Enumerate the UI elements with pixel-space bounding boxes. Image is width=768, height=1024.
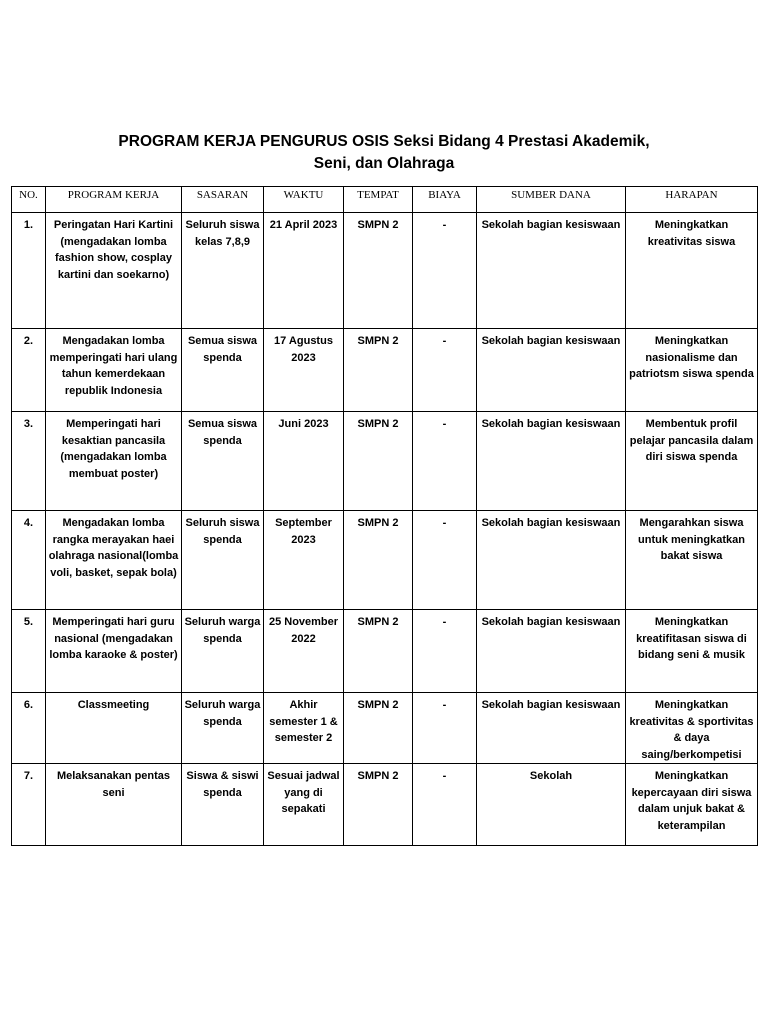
cell-tempat: SMPN 2 xyxy=(344,511,413,610)
cell-harapan: Meningkatkan kreativitas siswa xyxy=(626,213,758,329)
cell-sasaran: Semua siswa spenda xyxy=(182,412,264,511)
cell-no: 3. xyxy=(12,412,46,511)
cell-sumber-dana: Sekolah bagian kesiswaan xyxy=(477,412,626,511)
cell-program: Memperingati hari guru nasional (mengadakan lomba karaoke & poster) xyxy=(46,610,182,693)
table-header-row xyxy=(12,187,758,213)
table-row xyxy=(12,329,758,412)
cell-sasaran: Siswa & siswi spenda xyxy=(182,764,264,846)
cell-sumber-dana: Sekolah xyxy=(477,764,626,846)
cell-biaya: - xyxy=(413,693,477,764)
cell-waktu: 25 November 2022 xyxy=(264,610,344,693)
cell-harapan: Meningkatkan kreativitas & sportivitas & daya saing/berkompetisi xyxy=(626,693,758,764)
cell-program: Classmeeting xyxy=(46,693,182,764)
cell-biaya: - xyxy=(413,412,477,511)
table-row xyxy=(12,764,758,846)
cell-waktu: 17 Agustus 2023 xyxy=(264,329,344,412)
cell-no: 2. xyxy=(12,329,46,412)
title-line-1: PROGRAM KERJA PENGURUS OSIS Seksi Bidang 4 Prestasi Akademik, xyxy=(118,133,650,150)
cell-sumber-dana: Sekolah bagian kesiswaan xyxy=(477,693,626,764)
table-row xyxy=(12,693,758,764)
cell-tempat: SMPN 2 xyxy=(344,412,413,511)
cell-sasaran: Semua siswa spenda xyxy=(182,329,264,412)
cell-sumber-dana: Sekolah bagian kesiswaan xyxy=(477,610,626,693)
table-row xyxy=(12,213,758,329)
cell-harapan: Meningkatkan kepercayaan diri siswa dalam unjuk bakat & keterampilan xyxy=(626,764,758,846)
cell-waktu: Akhir semester 1 & semester 2 xyxy=(264,693,344,764)
cell-waktu: Sesuai jadwal yang di sepakati xyxy=(264,764,344,846)
cell-biaya: - xyxy=(413,329,477,412)
cell-biaya: - xyxy=(413,764,477,846)
cell-harapan: Mengarahkan siswa untuk meningkatkan bakat siswa xyxy=(626,511,758,610)
cell-biaya: - xyxy=(413,213,477,329)
cell-no: 1. xyxy=(12,213,46,329)
cell-sumber-dana: Sekolah bagian kesiswaan xyxy=(477,329,626,412)
cell-waktu: 21 April 2023 xyxy=(264,213,344,329)
cell-no: 7. xyxy=(12,764,46,846)
title-line-2: Seni, dan Olahraga xyxy=(313,155,455,172)
cell-program: Melaksanakan pentas seni xyxy=(46,764,182,846)
cell-waktu: September 2023 xyxy=(264,511,344,610)
table-row xyxy=(12,511,758,610)
cell-harapan: Membentuk profil pelajar pancasila dalam diri siswa spenda xyxy=(626,412,758,511)
header-waktu: WAKTU xyxy=(264,187,344,213)
header-no: NO. xyxy=(12,187,46,213)
cell-harapan: Meningkatkan nasionalisme dan patriotsm siswa spenda xyxy=(626,329,758,412)
header-sumber-dana: SUMBER DANA xyxy=(477,187,626,213)
cell-harapan: Meningkatkan kreatifitasan siswa di bidang seni & musik xyxy=(626,610,758,693)
document-title xyxy=(0,131,768,175)
table-row xyxy=(12,610,758,693)
cell-waktu: Juni 2023 xyxy=(264,412,344,511)
cell-sumber-dana: Sekolah bagian kesiswaan xyxy=(477,213,626,329)
cell-biaya: - xyxy=(413,511,477,610)
cell-tempat: SMPN 2 xyxy=(344,693,413,764)
cell-no: 6. xyxy=(12,693,46,764)
header-program-kerja: PROGRAM KERJA xyxy=(46,187,182,213)
header-harapan: HARAPAN xyxy=(626,187,758,213)
header-tempat: TEMPAT xyxy=(344,187,413,213)
cell-tempat: SMPN 2 xyxy=(344,610,413,693)
table-row xyxy=(12,412,758,511)
cell-tempat: SMPN 2 xyxy=(344,213,413,329)
cell-program: Mengadakan lomba memperingati hari ulang tahun kemerdekaan republik Indonesia xyxy=(46,329,182,412)
cell-program: Memperingati hari kesaktian pancasila (mengadakan lomba membuat poster) xyxy=(46,412,182,511)
header-sasaran: SASARAN xyxy=(182,187,264,213)
cell-sasaran: Seluruh siswa kelas 7,8,9 xyxy=(182,213,264,329)
cell-tempat: SMPN 2 xyxy=(344,329,413,412)
cell-tempat: SMPN 2 xyxy=(344,764,413,846)
cell-no: 4. xyxy=(12,511,46,610)
cell-sumber-dana: Sekolah bagian kesiswaan xyxy=(477,511,626,610)
header-biaya: BIAYA xyxy=(413,187,477,213)
cell-sasaran: Seluruh siswa spenda xyxy=(182,511,264,610)
cell-program: Peringatan Hari Kartini (mengadakan lomba fashion show, cosplay kartini dan soekarno) xyxy=(46,213,182,329)
cell-biaya: - xyxy=(413,610,477,693)
cell-sasaran: Seluruh warga spenda xyxy=(182,693,264,764)
cell-no: 5. xyxy=(12,610,46,693)
cell-sasaran: Seluruh warga spenda xyxy=(182,610,264,693)
program-table xyxy=(11,186,758,846)
cell-program: Mengadakan lomba rangka merayakan haei olahraga nasional(lomba voli, basket, sepak bola) xyxy=(46,511,182,610)
